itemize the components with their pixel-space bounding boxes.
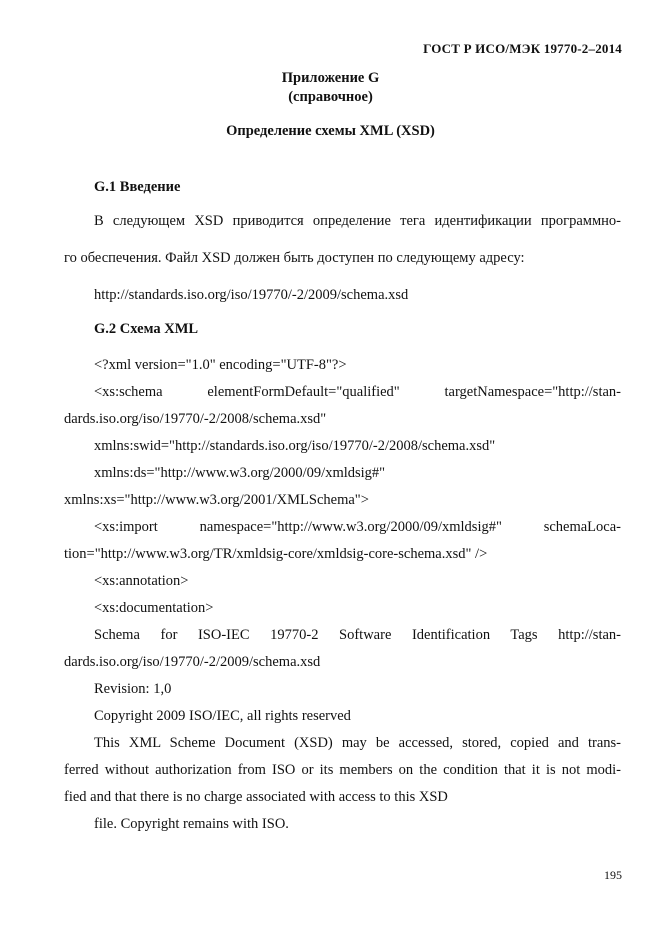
appendix-title: Приложение G (281, 70, 380, 86)
code-line: <xs:import namespace="http://www.w3.org/2000/09/xmldsig#" schemaLoca- (94, 519, 621, 535)
page-number: 195 (604, 868, 622, 882)
code-line: <xs:documentation> (94, 600, 214, 616)
code-line: xmlns:xs="http://www.w3.org/2001/XMLSchema"> (64, 492, 369, 508)
section-heading-introduction: G.1 Введение (94, 179, 181, 195)
code-line: <xs:schema elementFormDefault="qualified" targetNamespace="http://stan- (94, 384, 621, 400)
paragraph-line: В следующем XSD приводится определение тега идентификации программно- (94, 213, 621, 229)
code-line: tion="http://www.w3.org/TR/xmldsig-core/xmldsig-core-schema.xsd" /> (64, 546, 488, 562)
code-line: Schema for ISO-IEC 19770-2 Software Identification Tags http://stan- (94, 627, 621, 643)
code-line: fied and that there is no charge associated with access to this XSD (64, 789, 448, 805)
code-line: xmlns:swid="http://standards.iso.org/iso/19770/-2/2008/schema.xsd" (94, 438, 496, 454)
code-line: This XML Scheme Document (XSD) may be accessed, stored, copied and trans- (94, 735, 621, 751)
schema-url: http://standards.iso.org/iso/19770/-2/2009/schema.xsd (94, 287, 409, 303)
code-line: dards.iso.org/iso/19770/-2/2008/schema.xsd" (64, 411, 327, 427)
code-line: xmlns:ds="http://www.w3.org/2000/09/xmldsig#" (94, 465, 386, 481)
code-line: ferred without authorization from ISO or its members on the condition that it is not modi- (64, 762, 621, 778)
code-line: dards.iso.org/iso/19770/-2/2009/schema.xsd (64, 654, 321, 670)
code-line: <xs:annotation> (94, 573, 189, 589)
code-line: Revision: 1,0 (94, 681, 172, 697)
code-line: <?xml version="1.0" encoding="UTF-8"?> (94, 357, 347, 373)
section-heading-xml-schema: G.2 Схема XML (94, 321, 199, 337)
code-line: Copyright 2009 ISO/IEC, all rights reserved (94, 708, 351, 724)
appendix-type: (справочное) (288, 89, 373, 105)
document-title: Определение схемы XML (XSD) (226, 123, 435, 139)
code-line: file. Copyright remains with ISO. (94, 816, 289, 832)
paragraph-line: го обеспечения. Файл XSD должен быть доступен по следующему адресу: (64, 250, 525, 266)
document-header: ГОСТ Р ИСО/МЭК 19770-2–2014 (423, 41, 622, 56)
